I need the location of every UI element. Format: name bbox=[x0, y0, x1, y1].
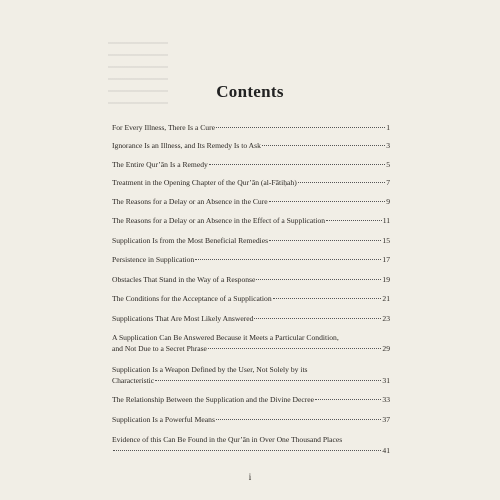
toc-entry-title-line1: Evidence of this Can Be Found in the Qur’ān in Over One Thousand Places bbox=[112, 435, 343, 444]
toc-page-number: 31 bbox=[382, 376, 390, 385]
toc-page-number: 23 bbox=[382, 314, 390, 323]
dot-leader bbox=[209, 164, 385, 165]
toc-page-number: 15 bbox=[382, 236, 390, 245]
page-title: Contents bbox=[216, 82, 284, 101]
toc-entry bbox=[112, 313, 390, 324]
toc-entry-title: Obstacles That Stand in the Way of a Response bbox=[112, 275, 256, 284]
dot-leader bbox=[298, 182, 385, 183]
toc-entry-title: The Reasons for a Delay or an Absence in the Effect of a Supplication bbox=[112, 216, 326, 225]
toc-entry-title: Supplication Is from the Most Beneficial Remedies bbox=[112, 236, 269, 245]
toc-page-number: 7 bbox=[386, 178, 390, 187]
toc-entry-title-line1: Supplication Is a Weapon Defined by the User, Not Solely by its bbox=[112, 365, 308, 374]
dot-leader bbox=[315, 399, 381, 400]
toc-page-number: 5 bbox=[386, 160, 390, 169]
dot-leader bbox=[262, 145, 385, 146]
page-number: i bbox=[248, 472, 252, 482]
toc-page-number: 9 bbox=[386, 197, 390, 206]
toc-entry bbox=[112, 332, 390, 354]
toc-entry bbox=[112, 235, 390, 246]
toc-entry bbox=[112, 177, 390, 188]
toc-entry bbox=[112, 140, 390, 151]
toc-entry-title: Persistence in Supplication bbox=[112, 255, 195, 264]
toc-entry-title-line2: and Not Due to a Secret Phrase bbox=[112, 344, 207, 353]
toc-page-number: 37 bbox=[382, 415, 390, 424]
dot-leader bbox=[256, 279, 381, 280]
toc-page-number: 3 bbox=[386, 141, 390, 150]
dot-leader bbox=[155, 380, 381, 381]
toc-page-number: 41 bbox=[382, 446, 390, 455]
toc-entry bbox=[112, 274, 390, 285]
toc-entry bbox=[112, 254, 390, 265]
dot-leader bbox=[326, 220, 382, 221]
dot-leader bbox=[208, 348, 382, 349]
toc-entry bbox=[112, 122, 390, 133]
toc-page-number: 33 bbox=[382, 395, 390, 404]
dot-leader bbox=[195, 259, 381, 260]
toc-entry-title: Treatment in the Opening Chapter of the Qur’ān (al-Fātiḥah) bbox=[112, 178, 297, 187]
toc-entry-title: Supplication Is a Powerful Means bbox=[112, 415, 215, 424]
dot-leader bbox=[254, 318, 381, 319]
toc-entry bbox=[112, 159, 390, 170]
toc-page-number: 17 bbox=[382, 255, 390, 264]
toc-entry bbox=[112, 293, 390, 304]
toc-page-number: 21 bbox=[382, 294, 390, 303]
toc-entry bbox=[112, 434, 390, 456]
toc-entry bbox=[112, 364, 390, 386]
dot-leader bbox=[269, 240, 381, 241]
toc-page-number: 1 bbox=[386, 123, 390, 132]
toc-entry bbox=[112, 394, 390, 405]
toc-entry-title: The Reasons for a Delay or an Absence in the Cure bbox=[112, 197, 268, 206]
toc-entry-title: Ignorance Is an Illness, and Its Remedy Is to Ask bbox=[112, 141, 261, 150]
toc-entry-title-line1: A Supplication Can Be Answered Because it Meets a Particular Condition, bbox=[112, 333, 339, 342]
toc-entry-title: The Relationship Between the Supplication and the Divine Decree bbox=[112, 395, 315, 404]
dot-leader bbox=[269, 201, 386, 202]
toc-entry bbox=[112, 414, 390, 425]
toc-entry-title: The Conditions for the Acceptance of a Supplication bbox=[112, 294, 272, 303]
toc-entry bbox=[112, 215, 390, 226]
toc-entry-title: Supplications That Are Most Likely Answered bbox=[112, 314, 254, 323]
toc-entry-title: For Every Illness, There Is a Cure bbox=[112, 123, 215, 132]
toc-page-number: 29 bbox=[382, 344, 390, 353]
dot-leader bbox=[216, 127, 385, 128]
toc-entry bbox=[112, 196, 390, 207]
dot-leader bbox=[273, 298, 382, 299]
toc-entry-title-line2: Characteristic bbox=[112, 376, 155, 385]
dot-leader bbox=[216, 419, 381, 420]
dot-leader bbox=[113, 450, 381, 451]
toc-page-number: 11 bbox=[382, 216, 390, 225]
toc-page-number: 19 bbox=[382, 275, 390, 284]
toc-entry-title: The Entire Qur’ān Is a Remedy bbox=[112, 160, 208, 169]
